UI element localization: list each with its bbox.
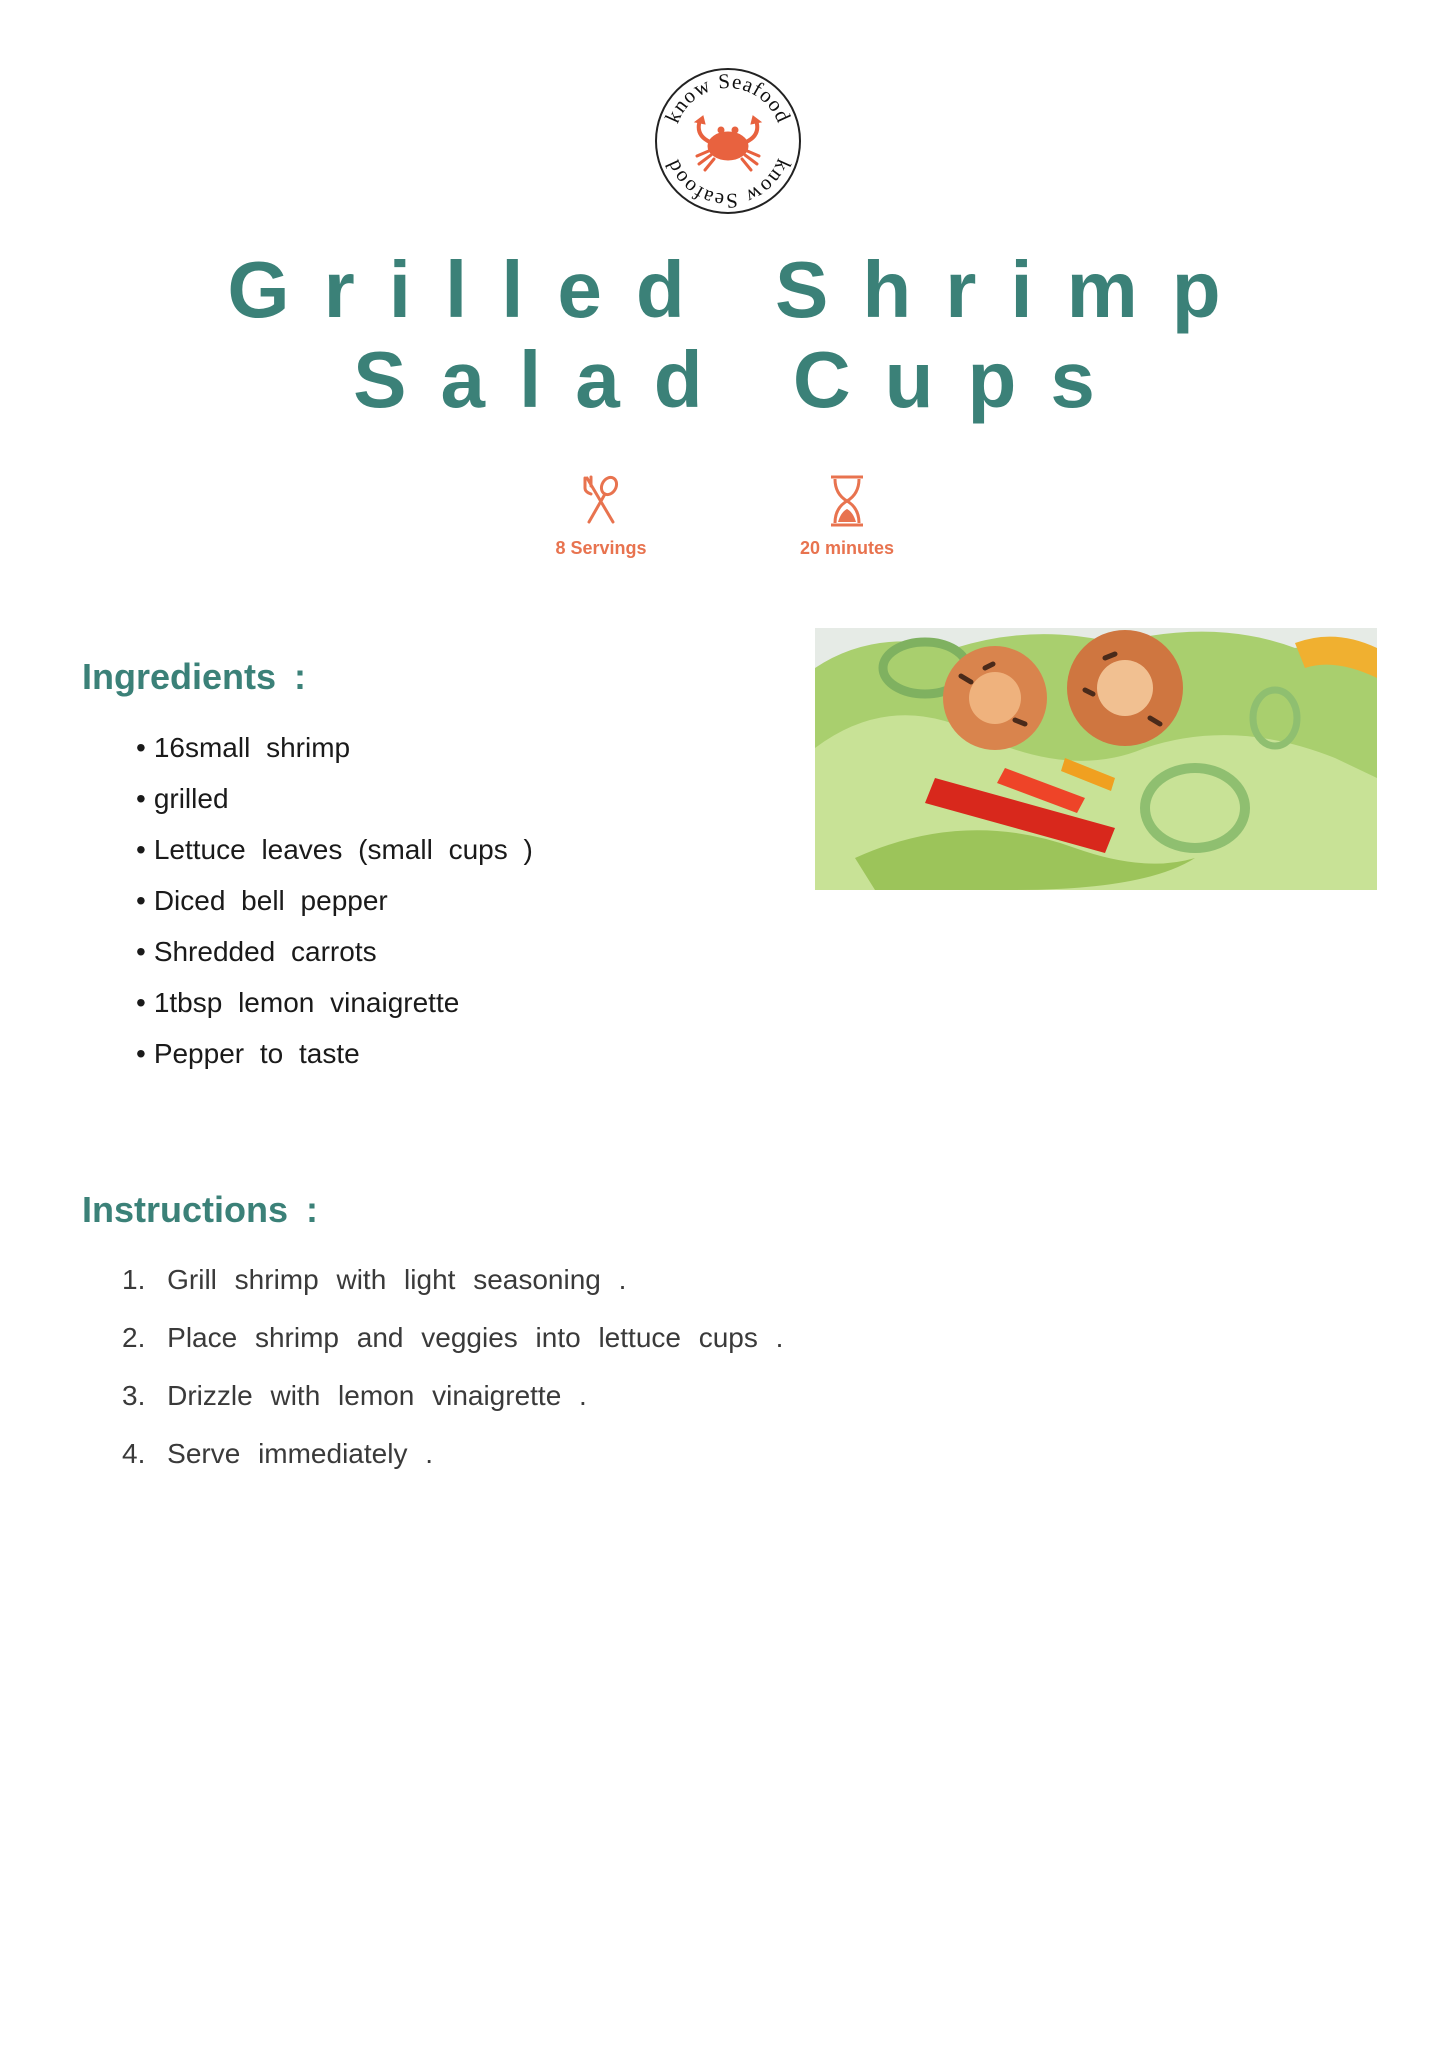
time-info (767, 474, 927, 559)
ingredient-item: • Lettuce leaves (small cups ) (136, 832, 533, 883)
ingredients-heading-text: Ingredients (82, 656, 277, 697)
ingredients-list (136, 730, 533, 1087)
svg-text:know Seafood: know Seafood (660, 68, 796, 127)
svg-text:know Seafood: know Seafood (660, 155, 796, 214)
ingredient-item: • grilled (136, 781, 533, 832)
step-number: 3. (122, 1380, 146, 1411)
ingredient-item: • Shredded carrots (136, 934, 533, 985)
instruction-step (122, 1262, 783, 1320)
title-line-2: Salad Cups (353, 335, 1129, 424)
ingredient-item: • 16small shrimp (136, 730, 533, 781)
servings-info (521, 474, 681, 559)
ingredients-heading-colon: : (294, 656, 307, 697)
instructions-heading-colon: : (306, 1189, 319, 1230)
step-text: Grill shrimp with light seasoning . (167, 1264, 627, 1295)
ingredient-item: • Diced bell pepper (136, 883, 533, 934)
ingredient-item: • 1tbsp lemon vinaigrette (136, 985, 533, 1036)
hourglass-icon (825, 474, 869, 528)
step-text: Serve immediately . (167, 1438, 434, 1469)
servings-label: 8 Servings (555, 538, 647, 558)
instructions-heading-text: Instructions (82, 1189, 289, 1230)
step-number: 1. (122, 1264, 146, 1295)
recipe-title (0, 245, 1448, 425)
instructions-heading (82, 1189, 318, 1231)
ingredient-item: • Pepper to taste (136, 1036, 533, 1087)
step-text: Drizzle with lemon vinaigrette . (167, 1380, 587, 1411)
ingredients-heading (82, 656, 306, 698)
time-label: 20 minutes (799, 538, 895, 558)
instruction-step (122, 1320, 783, 1378)
utensils-icon (579, 474, 623, 528)
know-seafood-logo (653, 66, 803, 216)
instructions-list (122, 1262, 783, 1494)
step-number: 4. (122, 1438, 146, 1469)
instruction-step (122, 1378, 783, 1436)
step-number: 2. (122, 1322, 146, 1353)
shrimp-salad-photo (815, 628, 1377, 890)
step-text: Place shrimp and veggies into lettuce cups . (167, 1322, 784, 1353)
instruction-step (122, 1436, 783, 1494)
title-line-1: Grilled Shrimp (227, 245, 1255, 334)
